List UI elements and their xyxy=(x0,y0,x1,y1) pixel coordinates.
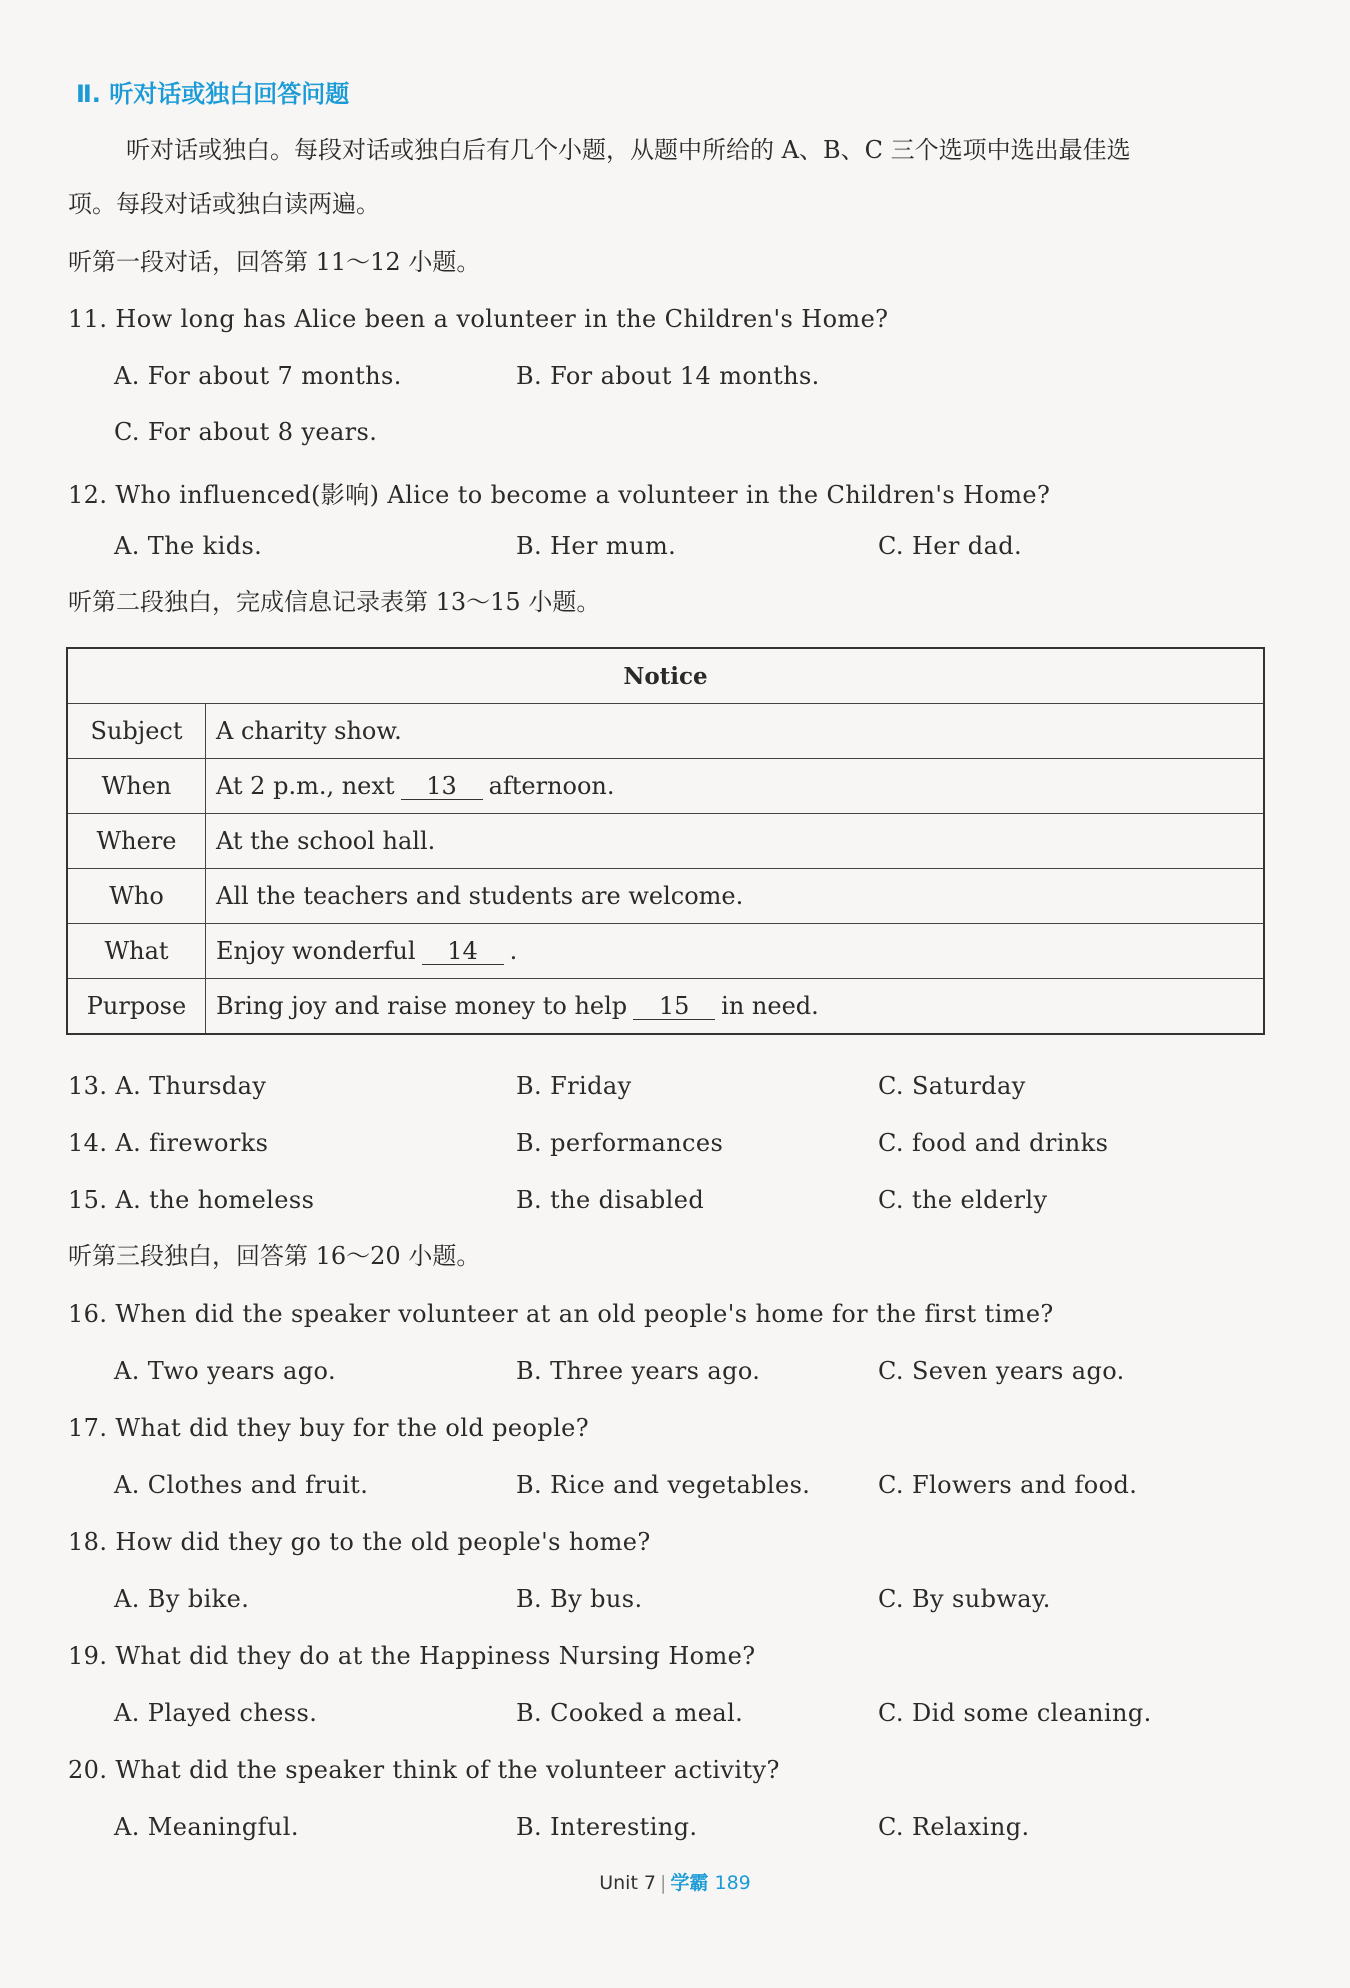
q14-option-b[interactable]: B. performances xyxy=(516,1129,724,1157)
question-19: 19. What did they do at the Happiness Nursing Home? xyxy=(68,1642,756,1670)
table-row xyxy=(67,704,1264,759)
q19-option-b[interactable]: B. Cooked a meal. xyxy=(516,1699,744,1727)
question-18: 18. How did they go to the old people's home? xyxy=(68,1528,651,1556)
row-value: Enjoy wonderful 14 . xyxy=(206,924,1265,979)
footer-brand: 学霸 xyxy=(670,1872,709,1894)
row-label: When xyxy=(67,759,206,814)
table-row xyxy=(67,979,1264,1035)
q18-option-c[interactable]: C. By subway. xyxy=(878,1585,1051,1613)
q12-option-a[interactable]: A. The kids. xyxy=(114,532,263,560)
table-row xyxy=(67,759,1264,814)
table-row xyxy=(67,869,1264,924)
row-value: Bring joy and raise money to help 15 in need. xyxy=(206,979,1265,1035)
table-row xyxy=(67,924,1264,979)
q19-option-a[interactable]: A. Played chess. xyxy=(114,1699,318,1727)
q12-option-b[interactable]: B. Her mum. xyxy=(516,532,677,560)
footer-unit: Unit 7 xyxy=(599,1872,657,1894)
question-16: 16. When did the speaker volunteer at an old people's home for the first time? xyxy=(68,1300,1054,1328)
q18-option-a[interactable]: A. By bike. xyxy=(114,1585,250,1613)
blank-15[interactable]: 15 xyxy=(633,993,715,1020)
row-label: Subject xyxy=(67,704,206,759)
q15-option-a[interactable]: 15. A. the homeless xyxy=(68,1186,315,1214)
notice-title: Notice xyxy=(67,648,1264,704)
part3-header: 听第三段独白，回答第 16～20 小题。 xyxy=(68,1242,481,1270)
page-number: 189 xyxy=(714,1872,751,1894)
notice-table xyxy=(66,647,1265,1035)
row-label: What xyxy=(67,924,206,979)
section-title: Ⅱ. 听对话或独白回答问题 xyxy=(76,80,350,108)
q16-option-b[interactable]: B. Three years ago. xyxy=(516,1357,761,1385)
table-row xyxy=(67,814,1264,869)
row-label: Purpose xyxy=(67,979,206,1035)
q17-option-a[interactable]: A. Clothes and fruit. xyxy=(114,1471,369,1499)
row-value: At the school hall. xyxy=(206,814,1265,869)
q18-option-b[interactable]: B. By bus. xyxy=(516,1585,643,1613)
blank-13[interactable]: 13 xyxy=(401,773,483,800)
row-value: At 2 p.m., next 13 afternoon. xyxy=(206,759,1265,814)
question-12: 12. Who influenced(影响) Alice to become a volunteer in the Children's Home? xyxy=(68,481,1051,509)
q11-option-b[interactable]: B. For about 14 months. xyxy=(516,362,820,390)
q15-option-c[interactable]: C. the elderly xyxy=(878,1186,1048,1214)
q16-option-a[interactable]: A. Two years ago. xyxy=(114,1357,336,1385)
q13-option-a[interactable]: 13. A. Thursday xyxy=(68,1072,267,1100)
q14-option-c[interactable]: C. food and drinks xyxy=(878,1129,1109,1157)
page-footer xyxy=(0,1868,1350,1895)
q15-option-b[interactable]: B. the disabled xyxy=(516,1186,705,1214)
q11-option-c[interactable]: C. For about 8 years. xyxy=(114,418,378,446)
row-value: All the teachers and students are welcome. xyxy=(206,869,1265,924)
instructions-line2: 项。每段对话或独白读两遍。 xyxy=(68,190,380,218)
q13-option-c[interactable]: C. Saturday xyxy=(878,1072,1026,1100)
blank-14[interactable]: 14 xyxy=(422,938,504,965)
q17-option-b[interactable]: B. Rice and vegetables. xyxy=(516,1471,811,1499)
question-11: 11. How long has Alice been a volunteer in the Children's Home? xyxy=(68,305,889,333)
q19-option-c[interactable]: C. Did some cleaning. xyxy=(878,1699,1152,1727)
question-20: 20. What did the speaker think of the volunteer activity? xyxy=(68,1756,780,1784)
q11-option-a[interactable]: A. For about 7 months. xyxy=(114,362,402,390)
q20-option-b[interactable]: B. Interesting. xyxy=(516,1813,698,1841)
q12-option-c[interactable]: C. Her dad. xyxy=(878,532,1023,560)
part1-header: 听第一段对话，回答第 11～12 小题。 xyxy=(68,248,481,276)
q13-option-b[interactable]: B. Friday xyxy=(516,1072,632,1100)
instructions-line1: 听对话或独白。每段对话或独白后有几个小题，从题中所给的 A、B、C 三个选项中选出最佳选 xyxy=(126,136,1131,164)
q14-option-a[interactable]: 14. A. fireworks xyxy=(68,1129,269,1157)
question-17: 17. What did they buy for the old people? xyxy=(68,1414,590,1442)
q17-option-c[interactable]: C. Flowers and food. xyxy=(878,1471,1138,1499)
row-label: Who xyxy=(67,869,206,924)
row-value: A charity show. xyxy=(206,704,1265,759)
q20-option-a[interactable]: A. Meaningful. xyxy=(114,1813,299,1841)
q16-option-c[interactable]: C. Seven years ago. xyxy=(878,1357,1125,1385)
part2-header: 听第二段独白，完成信息记录表第 13～15 小题。 xyxy=(68,588,601,616)
footer-divider: | xyxy=(660,1872,667,1894)
q20-option-c[interactable]: C. Relaxing. xyxy=(878,1813,1030,1841)
row-label: Where xyxy=(67,814,206,869)
